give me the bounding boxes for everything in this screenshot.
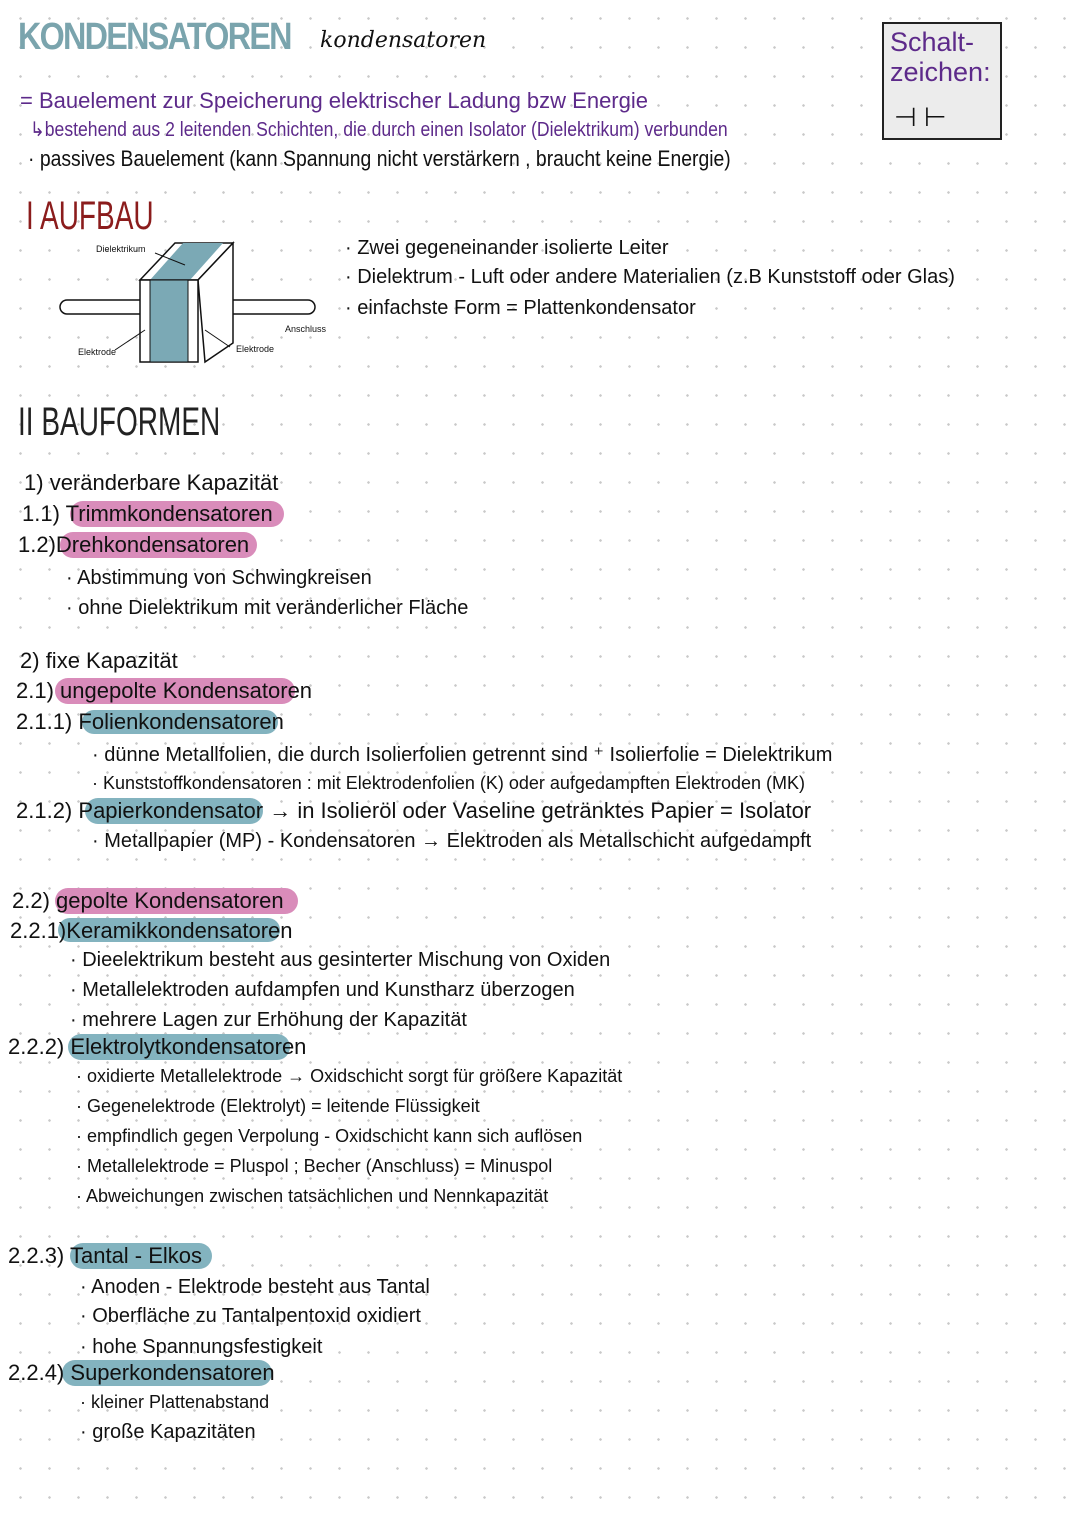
list-item: · Abweichungen zwischen tatsächlichen und Nennkapazität [76, 1186, 549, 1206]
symbol-label [890, 28, 991, 87]
list-item: · dünne Metallfolien, die durch Isolierfolien getrennt sind ⁺ Isolierfolie = Dielektrikum [92, 744, 833, 766]
circuit-symbol-box [882, 22, 1002, 140]
list-item: · Metallpapier (MP) - Kondensatoren → Elektroden als Metallschicht aufgedampft [92, 830, 812, 852]
item-2-1 [16, 680, 312, 702]
item-1 [24, 472, 278, 494]
item-text: fixe Kapazität [45, 648, 178, 673]
page-title-script: kondensatoren [320, 28, 487, 53]
list-item: · oxidierte Metallelektrode → Oxidschicht sorgt für größere Kapazität [76, 1066, 623, 1086]
item-2-2-3 [8, 1245, 202, 1267]
item-2-2-4 [8, 1362, 275, 1384]
aufbau-point: · Dielektrum - Luft oder andere Materialien (z.B Kunststoff oder Glas) [345, 266, 955, 288]
label-dielektrikum: Dielektrikum [96, 244, 146, 254]
item-number: 2.2.4) [8, 1360, 65, 1385]
section-heading-aufbau: I AUFBAU [26, 194, 154, 238]
item-number: 2.2) [12, 888, 50, 913]
item-2-1-1 [16, 711, 284, 733]
item-number: 2.1) [16, 678, 54, 703]
item-1-2 [18, 534, 249, 556]
aufbau-point: · einfachste Form = Plattenkondensator [345, 297, 696, 319]
item-text: Elektrolytkondensatoren [70, 1034, 307, 1059]
item-number: 2) [20, 648, 40, 673]
list-item: · empfindlich gegen Verpolung - Oxidschicht kann sich auflösen [76, 1126, 583, 1146]
item-2-2-2 [8, 1036, 306, 1058]
list-item: · Metallelektroden aufdampfen und Kunstharz überzogen [70, 979, 575, 1001]
list-item: · ohne Dielektrikum mit veränderlicher Fläche [66, 597, 469, 619]
item-number: 1.2) [18, 532, 56, 557]
item-text: ungepolte Kondensatoren [60, 678, 313, 703]
section-heading-bauformen: II BAUFORMEN [18, 400, 221, 444]
item-number: 2.2.3) [8, 1243, 65, 1268]
list-item: · kleiner Plattenabstand [80, 1392, 270, 1412]
item-text: Tantal - Elkos [69, 1243, 203, 1268]
item-text: Papierkondensator [78, 798, 264, 823]
list-item: · mehrere Lagen zur Erhöhung der Kapazität [70, 1009, 467, 1031]
item-text: Trimmkondensatoren [65, 501, 273, 526]
list-item: · Kunststoffkondensatoren : mit Elektrodenfolien (K) oder aufgedampften Elektroden (MK) [92, 773, 806, 793]
item-2-1-2 [16, 800, 811, 822]
item-number: 2.2.1) [10, 918, 67, 943]
item-text: gepolte Kondensatoren [56, 888, 284, 913]
list-item: · Anoden - Elektrode besteht aus Tantal [80, 1276, 430, 1298]
item-text: Superkondensatoren [70, 1360, 275, 1385]
list-item: · Abstimmung von Schwingkreisen [66, 567, 372, 589]
item-2 [20, 650, 178, 672]
item-1-1 [22, 503, 273, 525]
item-number: 1) [24, 470, 44, 495]
item-number: 2.1.1) [16, 709, 73, 734]
label-elektrode-left: Elektrode [78, 347, 117, 357]
item-text: Drehkondensatoren [55, 532, 250, 557]
list-item: · Oberfläche zu Tantalpentoxid oxidiert [80, 1305, 421, 1327]
item-number: 2.1.2) [16, 798, 73, 823]
aufbau-point: · Zwei gegeneinander isolierte Leiter [345, 237, 669, 259]
intro-passive: · passives Bauelement (kann Spannung nicht verstärkern , braucht keine Energie) [28, 146, 731, 171]
capacitor-symbol-icon: ⊣ ⊢ [894, 102, 947, 132]
item-number: 2.2.2) [8, 1034, 65, 1059]
list-item: · Metallelektrode = Pluspol ; Becher (Anschluss) = Minuspol [76, 1156, 553, 1176]
page-title: KONDENSATOREN [18, 16, 291, 58]
symbol-label-1: Schalt- [890, 27, 975, 57]
item-text: veränderbare Kapazität [49, 470, 279, 495]
item-number: 1.1) [22, 501, 60, 526]
list-item: · große Kapazitäten [80, 1421, 256, 1443]
list-item: · hohe Spannungsfestigkeit [80, 1336, 323, 1358]
capacitor-diagram [55, 235, 335, 365]
item-2-2 [12, 890, 284, 912]
intro-definition: = Bauelement zur Speicherung elektrischer Ladung bzw Energie [20, 88, 648, 113]
item-2-2-1 [10, 920, 293, 942]
intro-detail: ↳bestehend aus 2 leitenden Schichten, die durch einen Isolator (Dielektrikum) verbunden [30, 119, 728, 141]
list-item: · Dieelektrikum besteht aus gesinterter Mischung von Oxiden [70, 949, 611, 971]
symbol-label-2: zeichen: [890, 56, 991, 87]
label-anschluss: Anschluss [285, 324, 327, 334]
item-text: Keramikkondensatoren [66, 918, 293, 943]
item-text: Folienkondensatoren [78, 709, 284, 734]
item-after: → in Isolieröl oder Vaseline getränktes Papier = Isolator [269, 798, 812, 823]
list-item: · Gegenelektrode (Elektrolyt) = leitende Flüssigkeit [76, 1096, 480, 1116]
label-elektrode-right: Elektrode [236, 344, 275, 354]
